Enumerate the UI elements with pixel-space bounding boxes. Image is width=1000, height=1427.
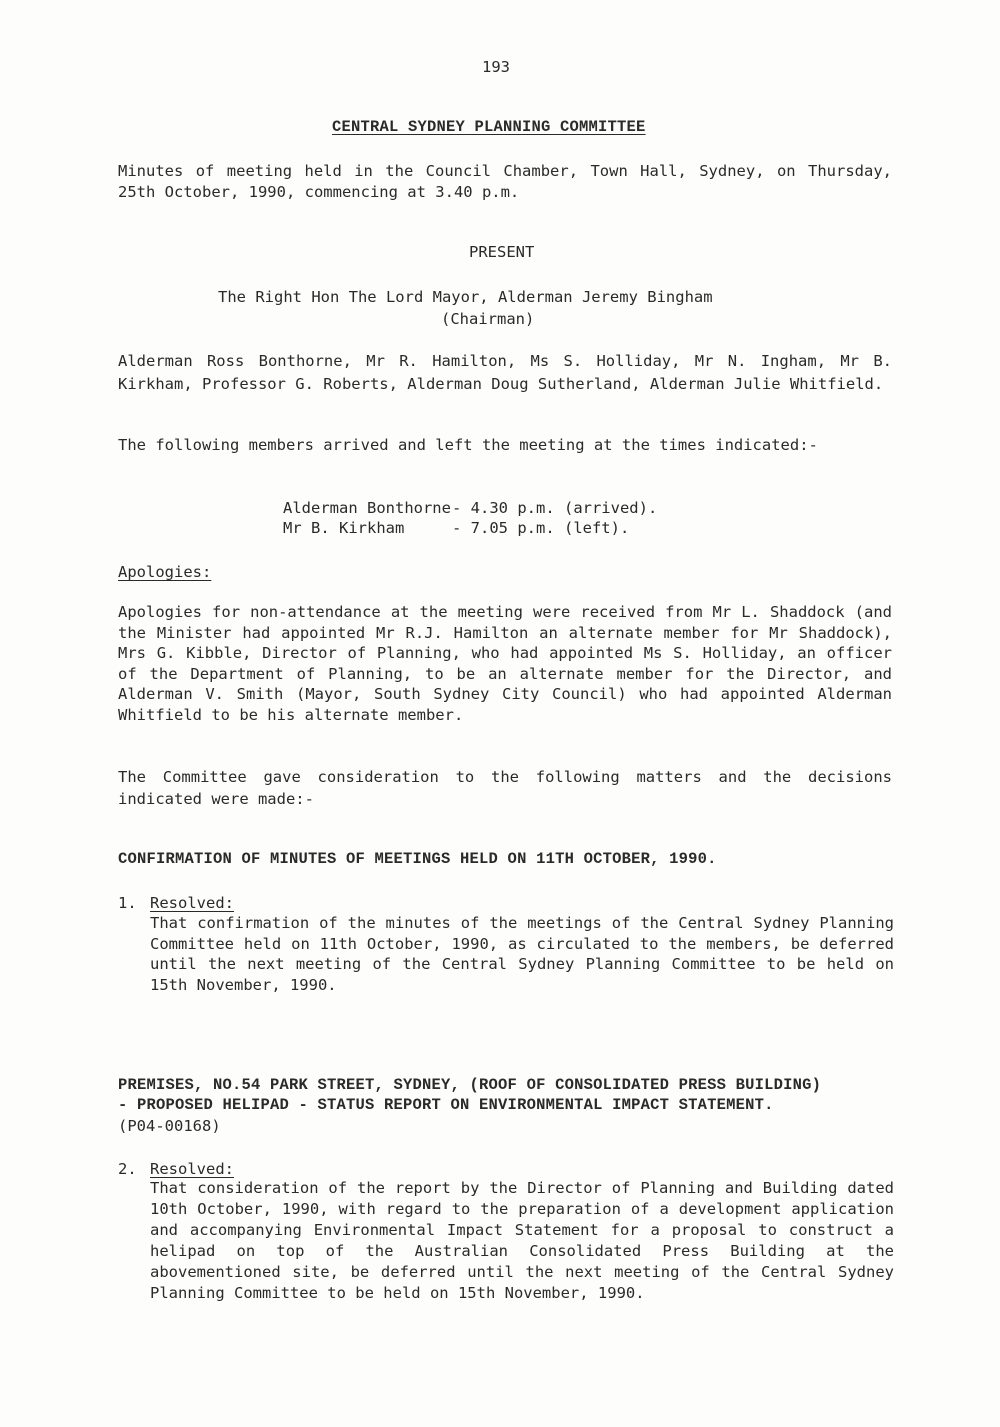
arrival-name: Mr B. Kirkham	[283, 519, 405, 537]
consideration-text: The Committee gave consideration to the following matters and the decisions indicated were made:-	[118, 768, 892, 808]
page-number: 193	[482, 58, 510, 76]
item-number: 2.	[118, 1160, 137, 1178]
item-heading: (P04-00168)	[118, 1117, 221, 1135]
arrival-name: Alderman Bonthorne	[283, 499, 451, 517]
apologies-heading: Apologies:	[118, 563, 212, 581]
meeting-intro: Minutes of meeting held in the Council Chamber, Town Hall, Sydney, on Thursday, 25th October, 1990, commencing at 3.40 p.m.	[118, 162, 892, 201]
item-number: 1.	[118, 894, 137, 912]
resolution-text: That confirmation of the minutes of the meetings of the Central Sydney Planning Committee held on 11th October, 1990, as circulated to the members, be deferred until the next meeting of the Central Sydney Planning Committee to be held on 15th November, 1990.	[150, 914, 894, 994]
chairman-role: (Chairman)	[441, 310, 535, 328]
resolution-text: That consideration of the report by the Director of Planning and Building dated 10th October, 1990, with regard to the preparation of a development application and accompanying Environmental Impact Statement for a proposal to construct a helipad on top of the Australian Consolidated Press Building at the abovementioned site, be deferred until the next meeting of the Central Sydney Planning Committee to be held on 15th November, 1990.	[150, 1179, 894, 1302]
apologies-text: Apologies for non-attendance at the meeting were received from Mr L. Shaddock (and the Minister had appointed Mr R.J. Hamilton an alternate member for Mr Shaddock), Mrs G. Kibble, Director of Planning, who had appointed Ms S. Holliday, an officer of the Department of Planning, to be an alternate member for the Director, and Alderman V. Smith (Mayor, South Sydney City Council) who had appointed Alderman Whitfield to be his alternate member.	[118, 603, 892, 724]
members-list: Alderman Ross Bonthorne, Mr R. Hamilton, Ms S. Holliday, Mr N. Ingham, Mr B. Kirkham, Professor G. Roberts, Alderman Doug Sutherland, Alderman Julie Whitfield.	[118, 352, 892, 393]
present-heading: PRESENT	[469, 243, 535, 261]
item-heading: PREMISES, NO.54 PARK STREET, SYDNEY, (ROOF OF CONSOLIDATED PRESS BUILDING)	[118, 1076, 822, 1094]
arrival-time: - 7.05 p.m. (left).	[452, 519, 630, 537]
resolved-label: Resolved:	[150, 894, 234, 912]
item-heading: - PROPOSED HELIPAD - STATUS REPORT ON ENVIRONMENTAL IMPACT STATEMENT.	[118, 1096, 774, 1114]
arrival-time: - 4.30 p.m. (arrived).	[452, 499, 658, 517]
resolved-label: Resolved:	[150, 1160, 234, 1178]
chairman-name: The Right Hon The Lord Mayor, Alderman Jeremy Bingham	[218, 288, 713, 306]
arrivals-intro: The following members arrived and left the meeting at the times indicated:-	[118, 436, 818, 454]
document-title: CENTRAL SYDNEY PLANNING COMMITTEE	[332, 118, 646, 136]
item-heading: CONFIRMATION OF MINUTES OF MEETINGS HELD ON 11TH OCTOBER, 1990.	[118, 850, 717, 868]
